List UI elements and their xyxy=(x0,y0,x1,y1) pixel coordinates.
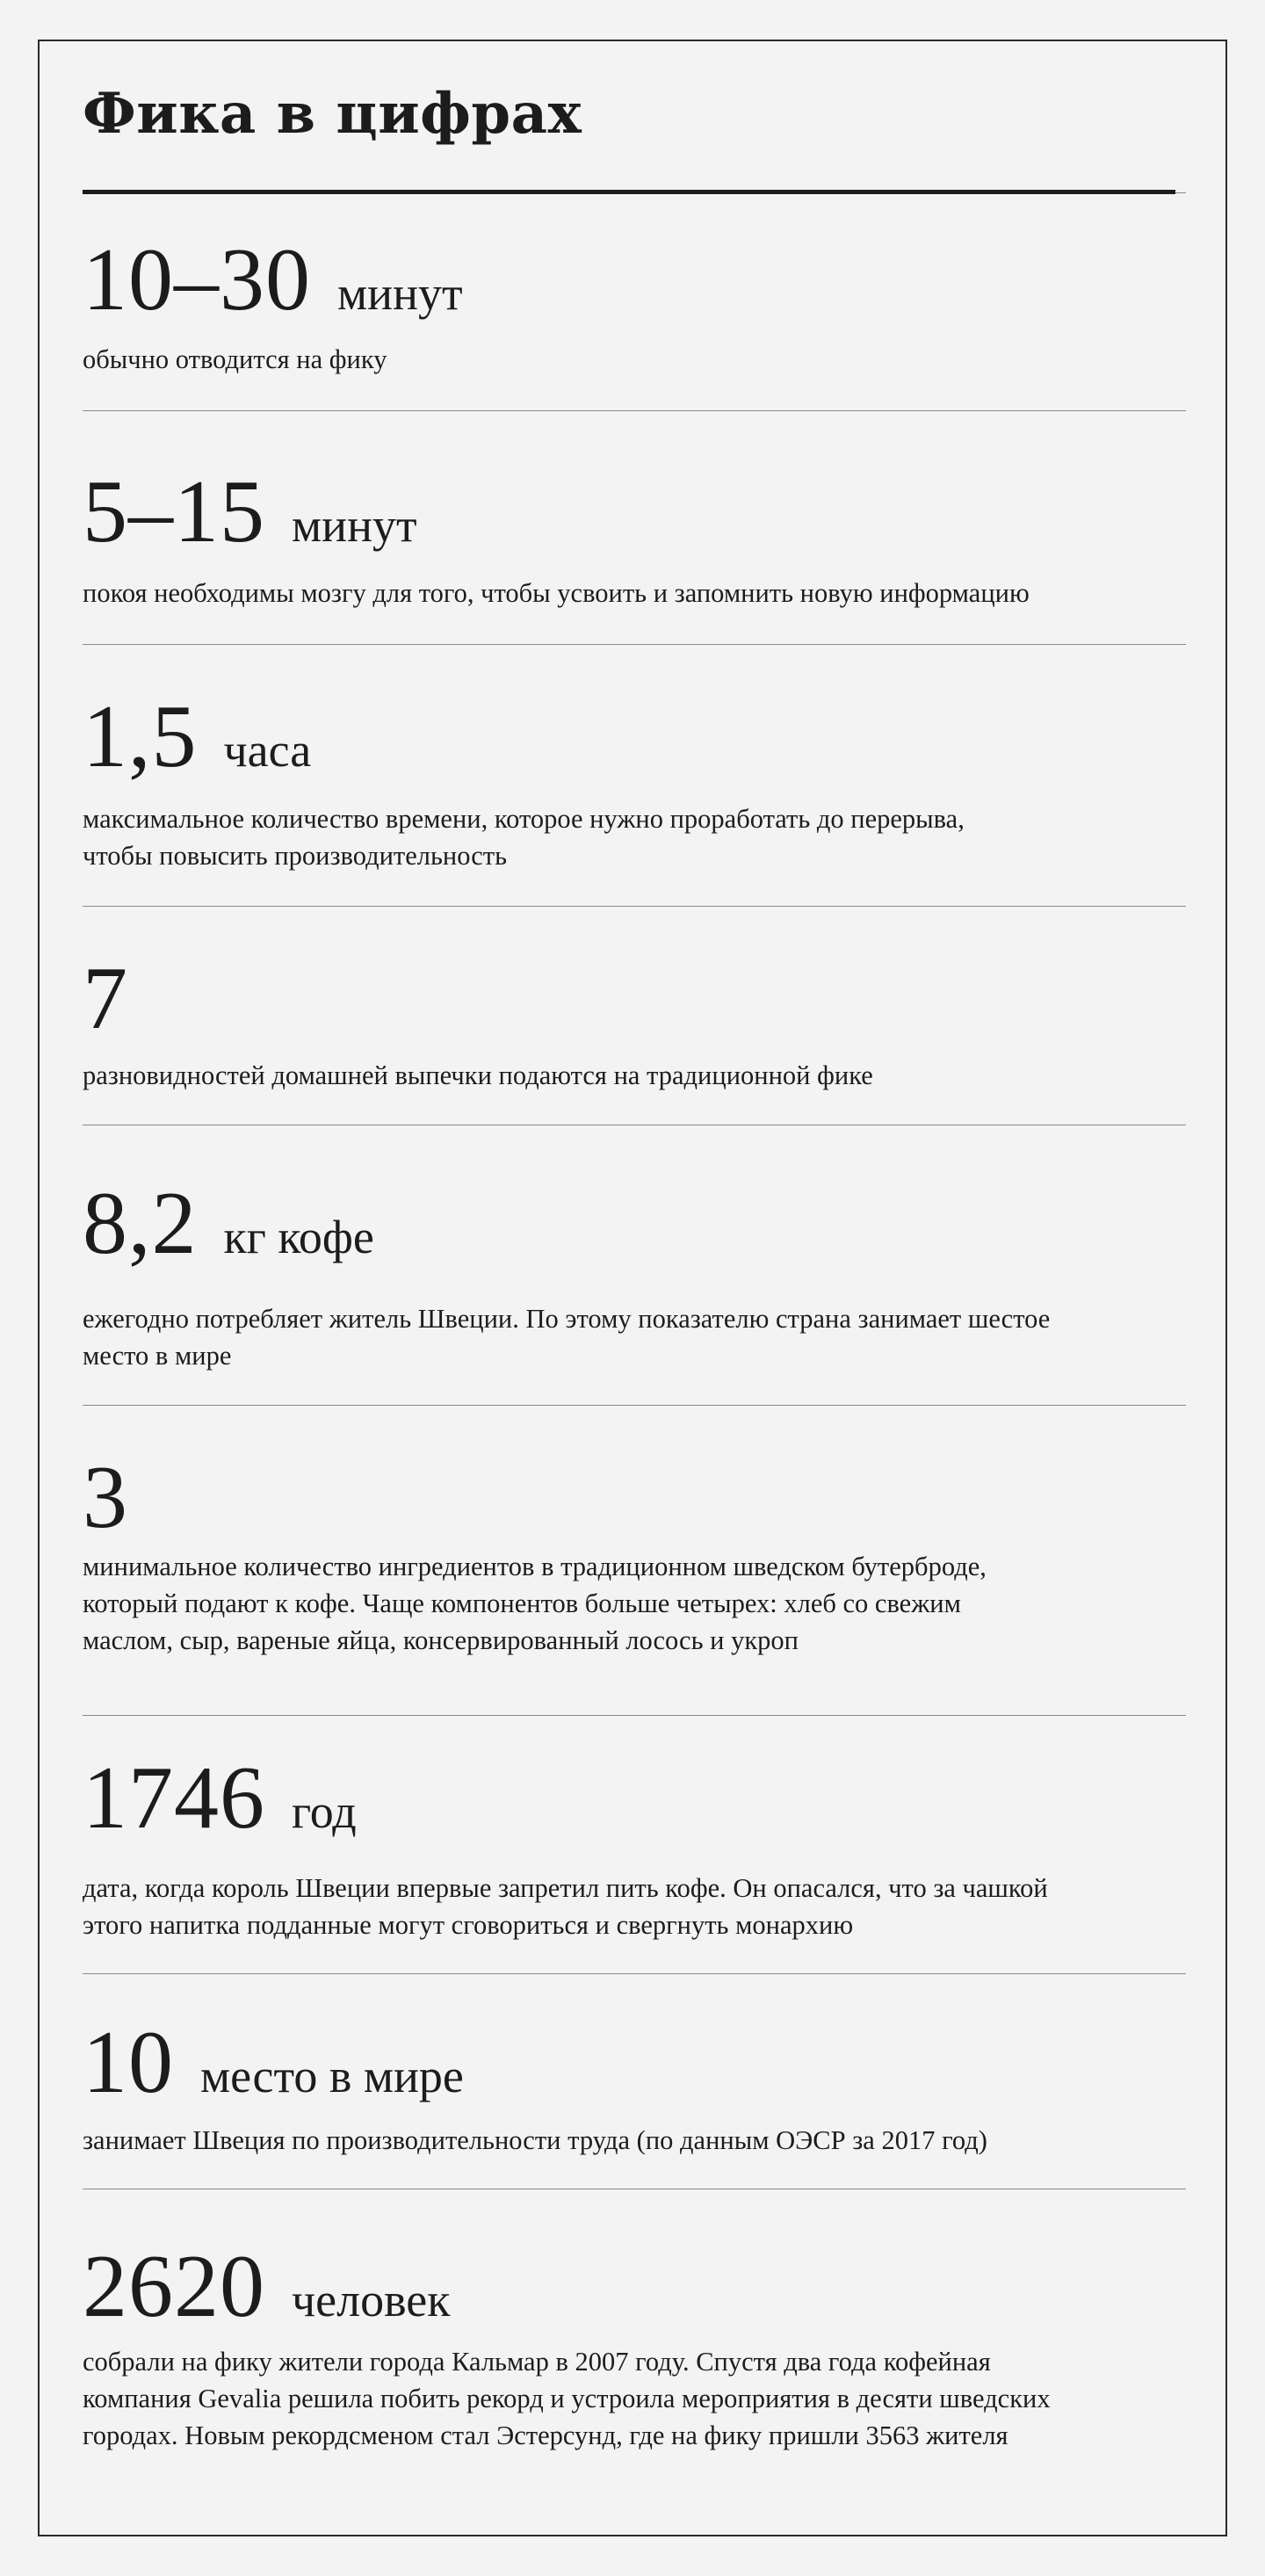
stat-heading xyxy=(83,949,128,1048)
stat-number: 8,2 xyxy=(83,1174,198,1273)
stat-number: 2620 xyxy=(83,2237,265,2336)
stat-description: собрали на фику жители города Кальмар в 2007 году. Спустя два года кофейная компания Gevalia решила побить рекорд и устроила мероприятия в десяти шведских городах. Новым рекордсменом стал Эстерсунд, где на фику пришли 3563 жителя xyxy=(83,2347,1051,2450)
title-divider xyxy=(83,190,1175,194)
stat-heading xyxy=(83,2013,464,2112)
stat-description: покоя необходимы мозгу для того, чтобы усвоить и запомнить новую информацию xyxy=(83,578,1030,608)
stat-heading xyxy=(83,230,463,329)
stat-unit: место в мире xyxy=(200,2050,464,2102)
stat-number: 5–15 xyxy=(83,462,265,561)
stat-unit: человек xyxy=(292,2274,451,2326)
divider xyxy=(83,410,1186,411)
divider xyxy=(83,1715,1186,1716)
stat-number: 10 xyxy=(83,2013,174,2112)
stat-heading xyxy=(83,1748,357,1848)
stat-number: 3 xyxy=(83,1448,128,1547)
stat-description: занимает Швеция по производительности труда (по данным ОЭСР за 2017 год) xyxy=(83,2125,987,2155)
page-frame xyxy=(38,40,1227,2536)
stat-number: 1,5 xyxy=(83,687,198,786)
stat-description: дата, когда король Швеции впервые запретил пить кофе. Он опасался, что за чашкой этого напитка подданные могут сговориться и свергнуть монархию xyxy=(83,1873,1048,1940)
stat-heading xyxy=(83,462,417,561)
divider xyxy=(83,906,1186,907)
stat-description: минимальное количество ингредиентов в традиционном шведском бутерброде, который подают к кофе. Чаще компонентов больше четырех: хлеб со свежим маслом, сыр, вареные яйца, консервированный лосось и укроп xyxy=(83,1552,987,1655)
stat-description: обычно отводится на фику xyxy=(83,344,387,374)
divider xyxy=(83,1405,1186,1406)
stat-number: 1746 xyxy=(83,1748,265,1848)
stat-number: 7 xyxy=(83,949,128,1048)
divider xyxy=(83,644,1186,645)
stat-heading xyxy=(83,1448,128,1547)
stat-heading xyxy=(83,687,312,786)
stat-unit: год xyxy=(292,1785,357,1838)
stat-unit: часа xyxy=(223,724,312,777)
stat-description: ежегодно потребляет житель Швеции. По этому показателю страна занимает шестое место в мире xyxy=(83,1304,1051,1371)
stat-number: 10–30 xyxy=(83,230,311,329)
stat-description: разновидностей домашней выпечки подаются на традиционной фике xyxy=(83,1060,873,1090)
stat-unit: минут xyxy=(337,267,463,320)
stat-heading xyxy=(83,2237,451,2336)
stat-heading xyxy=(83,1174,374,1273)
stat-unit: минут xyxy=(292,499,417,552)
stat-description: максимальное количество времени, которое нужно проработать до перерыва, чтобы повысить производительность xyxy=(83,804,965,871)
page-title: Фика в цифрах xyxy=(83,81,582,147)
stat-unit: кг кофе xyxy=(223,1211,374,1263)
divider xyxy=(83,1973,1186,1974)
title-divider-tail xyxy=(1175,192,1186,193)
